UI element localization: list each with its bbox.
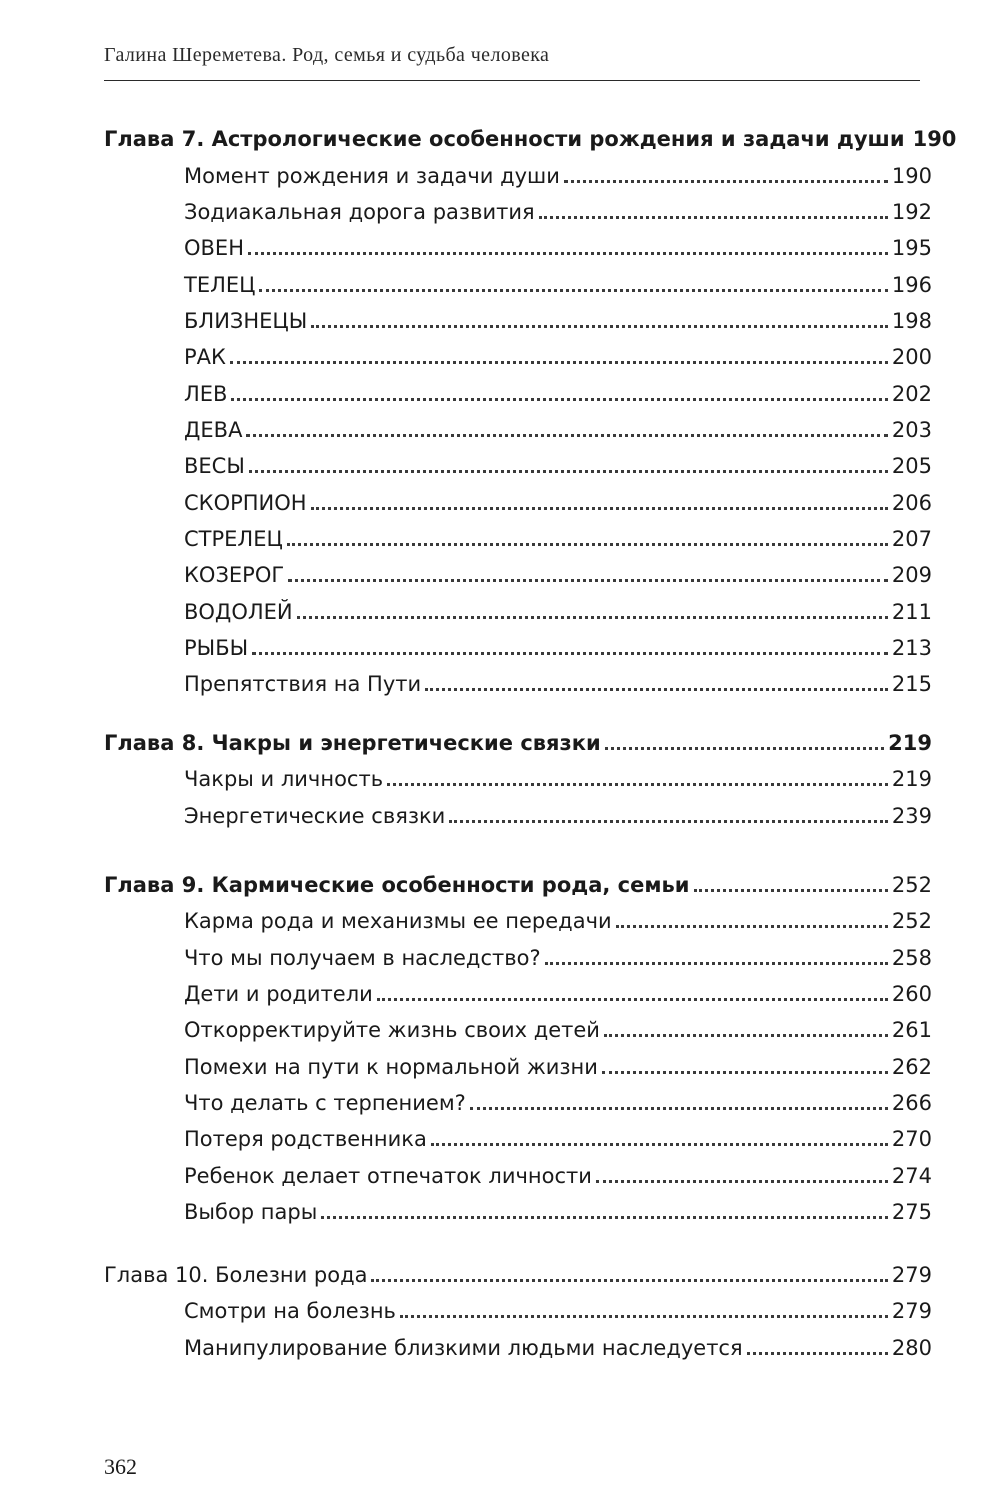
dot-leader xyxy=(297,616,888,619)
toc-entry-title: КОЗЕРОГ xyxy=(184,563,285,587)
toc-page-number: 266 xyxy=(891,1091,932,1115)
toc-page-number: 219 xyxy=(891,767,932,791)
toc-page-number: 275 xyxy=(891,1200,932,1224)
dot-leader xyxy=(564,180,888,183)
toc-chapter-10 xyxy=(104,1254,932,1288)
dot-leader xyxy=(604,1034,888,1037)
toc-entry-title: Потеря родственника xyxy=(184,1127,427,1151)
toc-entry xyxy=(184,445,932,479)
toc-entry-title: СКОРПИОН xyxy=(184,491,307,515)
toc-page-number: 270 xyxy=(891,1127,932,1151)
toc-entry xyxy=(184,300,932,334)
toc-entry xyxy=(184,1155,932,1189)
dot-leader xyxy=(431,1143,888,1146)
dot-leader xyxy=(747,1352,888,1355)
toc-entry xyxy=(184,1290,932,1324)
toc-page-number: 190 xyxy=(891,164,932,188)
toc-page-number: 207 xyxy=(891,527,932,551)
toc-page-number: 215 xyxy=(891,672,932,696)
toc-entry-title: ВОДОЛЕЙ xyxy=(184,600,293,624)
dot-leader xyxy=(321,1216,888,1219)
toc-entry xyxy=(184,973,932,1007)
toc-entry xyxy=(184,227,932,261)
toc-page-number: 205 xyxy=(891,454,932,478)
toc-page-number: 196 xyxy=(891,273,932,297)
toc-chapter-title: Глава 7. Астрологические особенности рождения и задачи души xyxy=(104,127,905,151)
dot-leader xyxy=(230,361,888,364)
toc-page-number: 203 xyxy=(891,418,932,442)
dot-leader xyxy=(311,507,888,510)
dot-leader xyxy=(377,998,888,1001)
toc-page-number: 252 xyxy=(891,909,932,933)
dot-leader xyxy=(252,652,888,655)
dot-leader xyxy=(287,543,888,546)
dot-leader xyxy=(605,747,884,750)
dot-leader xyxy=(425,688,888,691)
toc-entry xyxy=(184,937,932,971)
running-head: Галина Шереметева. Род, семья и судьба человека xyxy=(104,44,550,66)
toc-page-number: 213 xyxy=(891,636,932,660)
toc-entry xyxy=(184,663,932,697)
toc-page-number: 200 xyxy=(891,345,932,369)
toc-entry-title: БЛИЗНЕЦЫ xyxy=(184,309,308,333)
toc-page-number: 198 xyxy=(891,309,932,333)
toc-entry-title: Что делать с терпением? xyxy=(184,1091,466,1115)
toc-entry xyxy=(184,1009,932,1043)
toc-chapter-9 xyxy=(104,864,932,898)
dot-leader xyxy=(249,470,888,473)
toc-entry xyxy=(184,336,932,370)
toc-entry xyxy=(184,1191,932,1225)
toc-entry xyxy=(184,554,932,588)
dot-leader xyxy=(387,783,888,786)
dot-leader xyxy=(400,1315,888,1318)
toc-chapter-title: Глава 8. Чакры и энергетические связки xyxy=(104,731,601,755)
toc-entry xyxy=(184,795,932,829)
toc-page-number: 252 xyxy=(891,873,932,897)
toc-page-number: 274 xyxy=(891,1164,932,1188)
toc-chapter-title: Глава 9. Кармические особенности рода, семьи xyxy=(104,873,690,897)
toc-entry-title: СТРЕЛЕЦ xyxy=(184,527,283,551)
toc-entry xyxy=(184,518,932,552)
toc-entry-title: Зодиакальная дорога развития xyxy=(184,200,535,224)
toc-entry xyxy=(184,264,932,298)
toc-page-number: 261 xyxy=(891,1018,932,1042)
toc-entry-title: Манипулирование близкими людьми наследуется xyxy=(184,1336,743,1360)
toc-entry-title: Препятствия на Пути xyxy=(184,672,422,696)
toc-page-number: 219 xyxy=(888,731,932,755)
toc-entry-title: Помехи на пути к нормальной жизни xyxy=(184,1055,598,1079)
toc-page-number: 195 xyxy=(891,236,932,260)
toc-entry xyxy=(184,758,932,792)
toc-entry-title: РАК xyxy=(184,345,226,369)
toc-entry xyxy=(184,482,932,516)
toc-entry-title: Карма рода и механизмы ее передачи xyxy=(184,909,612,933)
toc-page-number: 211 xyxy=(891,600,932,624)
dot-leader xyxy=(311,325,888,328)
toc-entry-title: Энергетические связки xyxy=(184,804,446,828)
toc-entry xyxy=(184,191,932,225)
dot-leader xyxy=(545,962,888,965)
toc-page-number: 258 xyxy=(891,946,932,970)
toc-page-number: 190 xyxy=(912,127,957,151)
dot-leader xyxy=(259,289,887,292)
toc-entry xyxy=(184,409,932,443)
toc-entry xyxy=(184,591,932,625)
toc-page-number: 209 xyxy=(891,563,932,587)
toc-entry-title: Ребенок делает отпечаток личности xyxy=(184,1164,592,1188)
dot-leader xyxy=(246,434,887,437)
page-number: 362 xyxy=(104,1454,137,1479)
dot-leader xyxy=(371,1279,887,1282)
dot-leader xyxy=(248,252,888,255)
toc-entry xyxy=(184,900,932,934)
dot-leader xyxy=(231,398,887,401)
toc-chapter-title: Глава 10. Болезни рода xyxy=(104,1263,368,1287)
dot-leader xyxy=(288,579,888,582)
toc-entry-title: Что мы получаем в наследство? xyxy=(184,946,541,970)
toc-entry-title: ОВЕН xyxy=(184,236,244,260)
toc-page-number: 279 xyxy=(891,1263,932,1287)
dot-leader xyxy=(470,1107,888,1110)
toc-chapter-7 xyxy=(104,118,957,152)
dot-leader xyxy=(539,216,888,219)
toc-entry-title: ЛЕВ xyxy=(184,382,228,406)
toc-entry-title: Чакры и личность xyxy=(184,767,384,791)
toc-entry-title: ВЕСЫ xyxy=(184,454,245,478)
toc-entry xyxy=(184,373,932,407)
toc-chapter-8 xyxy=(104,722,932,756)
toc-page-number: 280 xyxy=(891,1336,932,1360)
toc-entry-title: ДЕВА xyxy=(184,418,243,442)
toc-page-number: 239 xyxy=(891,804,932,828)
dot-leader xyxy=(616,925,888,928)
toc-page-number: 262 xyxy=(891,1055,932,1079)
dot-leader xyxy=(602,1071,888,1074)
toc-entry xyxy=(184,1118,932,1152)
toc-entry-title: Откорректируйте жизнь своих детей xyxy=(184,1018,600,1042)
dot-leader xyxy=(449,820,888,823)
toc-page-number: 279 xyxy=(891,1299,932,1323)
toc-entry-title: РЫБЫ xyxy=(184,636,249,660)
toc-entry xyxy=(184,1327,932,1361)
toc-page-number: 192 xyxy=(891,200,932,224)
toc-entry-title: Смотри на болезнь xyxy=(184,1299,396,1323)
toc-entry xyxy=(184,1082,932,1116)
toc-entry xyxy=(184,155,932,189)
toc-entry-title: Момент рождения и задачи души xyxy=(184,164,560,188)
dot-leader xyxy=(694,889,888,892)
toc-entry-title: Дети и родители xyxy=(184,982,373,1006)
toc-entry-title: Выбор пары xyxy=(184,1200,318,1224)
toc-page-number: 202 xyxy=(891,382,932,406)
toc-page-number: 260 xyxy=(891,982,932,1006)
toc-entry-title: ТЕЛЕЦ xyxy=(184,273,256,297)
dot-leader xyxy=(596,1180,888,1183)
toc-page-number: 206 xyxy=(891,491,932,515)
toc-entry xyxy=(184,1046,932,1080)
toc-entry xyxy=(184,627,932,661)
